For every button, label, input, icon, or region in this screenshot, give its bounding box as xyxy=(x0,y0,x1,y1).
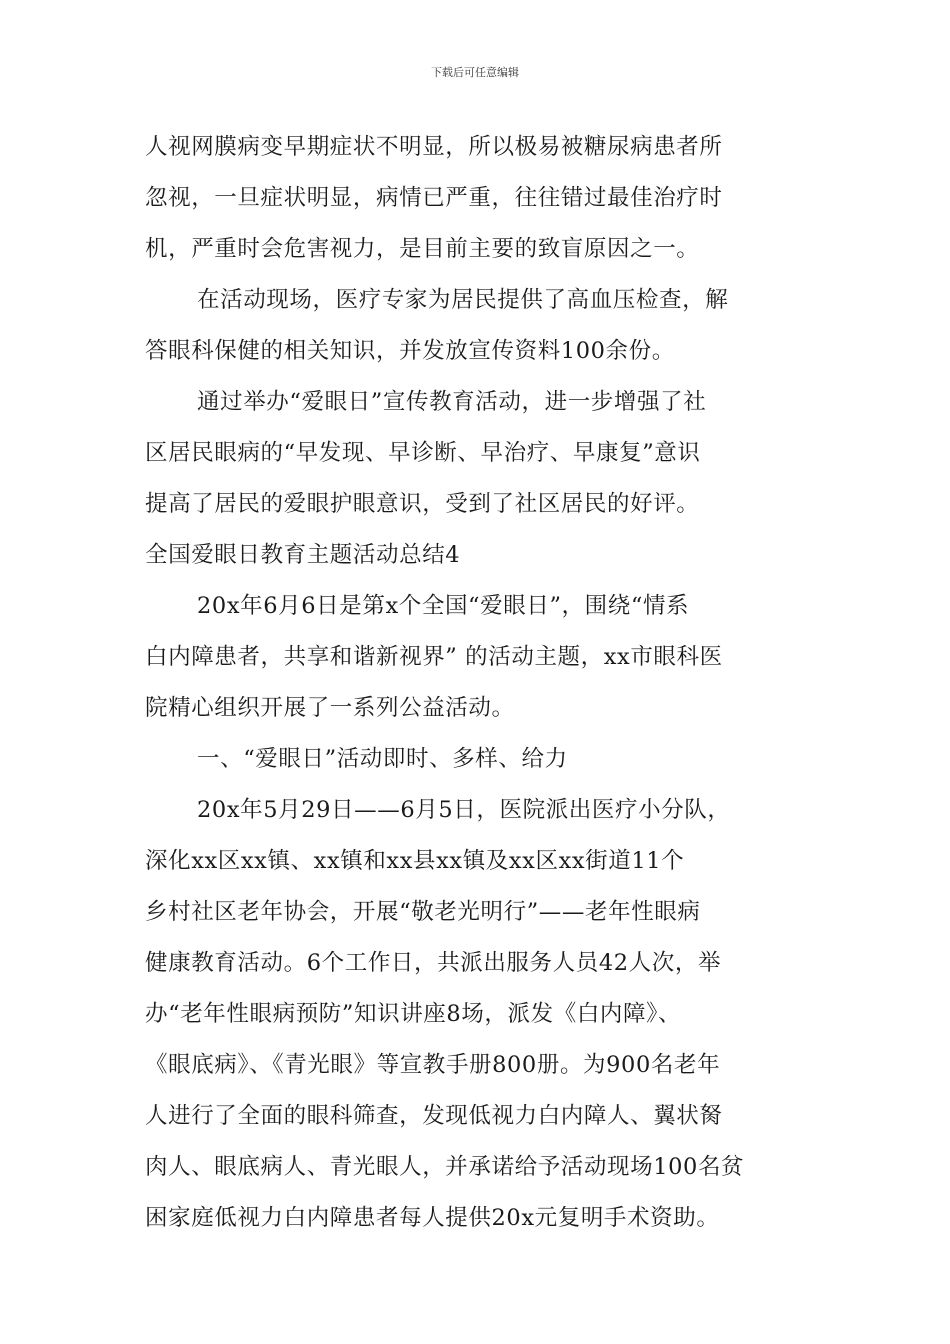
text-line: 健康教育活动。6个工作日，共派出服务人员42人次，举 xyxy=(145,950,722,976)
subsection-heading: 一、“爱眼日”活动即时、多样、给力 xyxy=(197,746,568,772)
text-line: 乡村社区老年协会，开展“敬老光明行”——老年性眼病 xyxy=(145,899,701,925)
text-line: 办“老年性眼病预防”知识讲座8场，派发《白内障》、 xyxy=(145,1001,682,1027)
paragraph-start: 在活动现场，医疗专家为居民提供了高血压检查，解 xyxy=(197,287,729,313)
section-title: 全国爱眼日教育主题活动总结4 xyxy=(145,542,461,568)
document-body xyxy=(145,122,810,1244)
text-line: 人视网膜病变早期症状不明显，所以极易被糖尿病患者所 xyxy=(145,134,723,160)
text-line: 区居民眼病的“早发现、早诊断、早治疗、早康复”意识 xyxy=(145,440,701,466)
paragraph-start: 20x年6月6日是第x个全国“爱眼日”，围绕“情系 xyxy=(197,593,690,619)
text-line: 院精心组织开展了一系列公益活动。 xyxy=(145,695,515,721)
text-line: 答眼科保健的相关知识，并发放宣传资料100余份。 xyxy=(145,338,675,364)
text-line: 《眼底病》、《青光眼》等宣教手册800册。为900名老年 xyxy=(145,1052,721,1078)
paragraph-start: 通过举办“爱眼日”宣传教育活动，进一步增强了社 xyxy=(197,389,707,415)
text-line: 忽视，一旦症状明显，病情已严重，往往错过最佳治疗时 xyxy=(145,185,723,211)
text-line: 机，严重时会危害视力，是目前主要的致盲原因之一。 xyxy=(145,236,700,262)
text-line: 肉人、眼底病人、青光眼人，并承诺给予活动现场100名贫 xyxy=(145,1154,745,1180)
paragraph-start: 20x年5月29日——6月5日，医院派出医疗小分队， xyxy=(197,797,731,823)
text-line: 人进行了全面的眼科筛查，发现低视力白内障人、翼状胬 xyxy=(145,1103,723,1129)
page-header: 下载后可任意编辑 xyxy=(431,66,519,79)
text-line: 提高了居民的爱眼护眼意识，受到了社区居民的好评。 xyxy=(145,491,700,517)
text-line: 深化xx区xx镇、xx镇和xx县xx镇及xx区xx街道11个 xyxy=(145,848,685,874)
text-line: 困家庭低视力白内障患者每人提供20x元复明手术资助。 xyxy=(145,1205,720,1231)
text-line: 白内障患者，共享和谐新视界” 的活动主题，xx市眼科医 xyxy=(145,644,723,670)
